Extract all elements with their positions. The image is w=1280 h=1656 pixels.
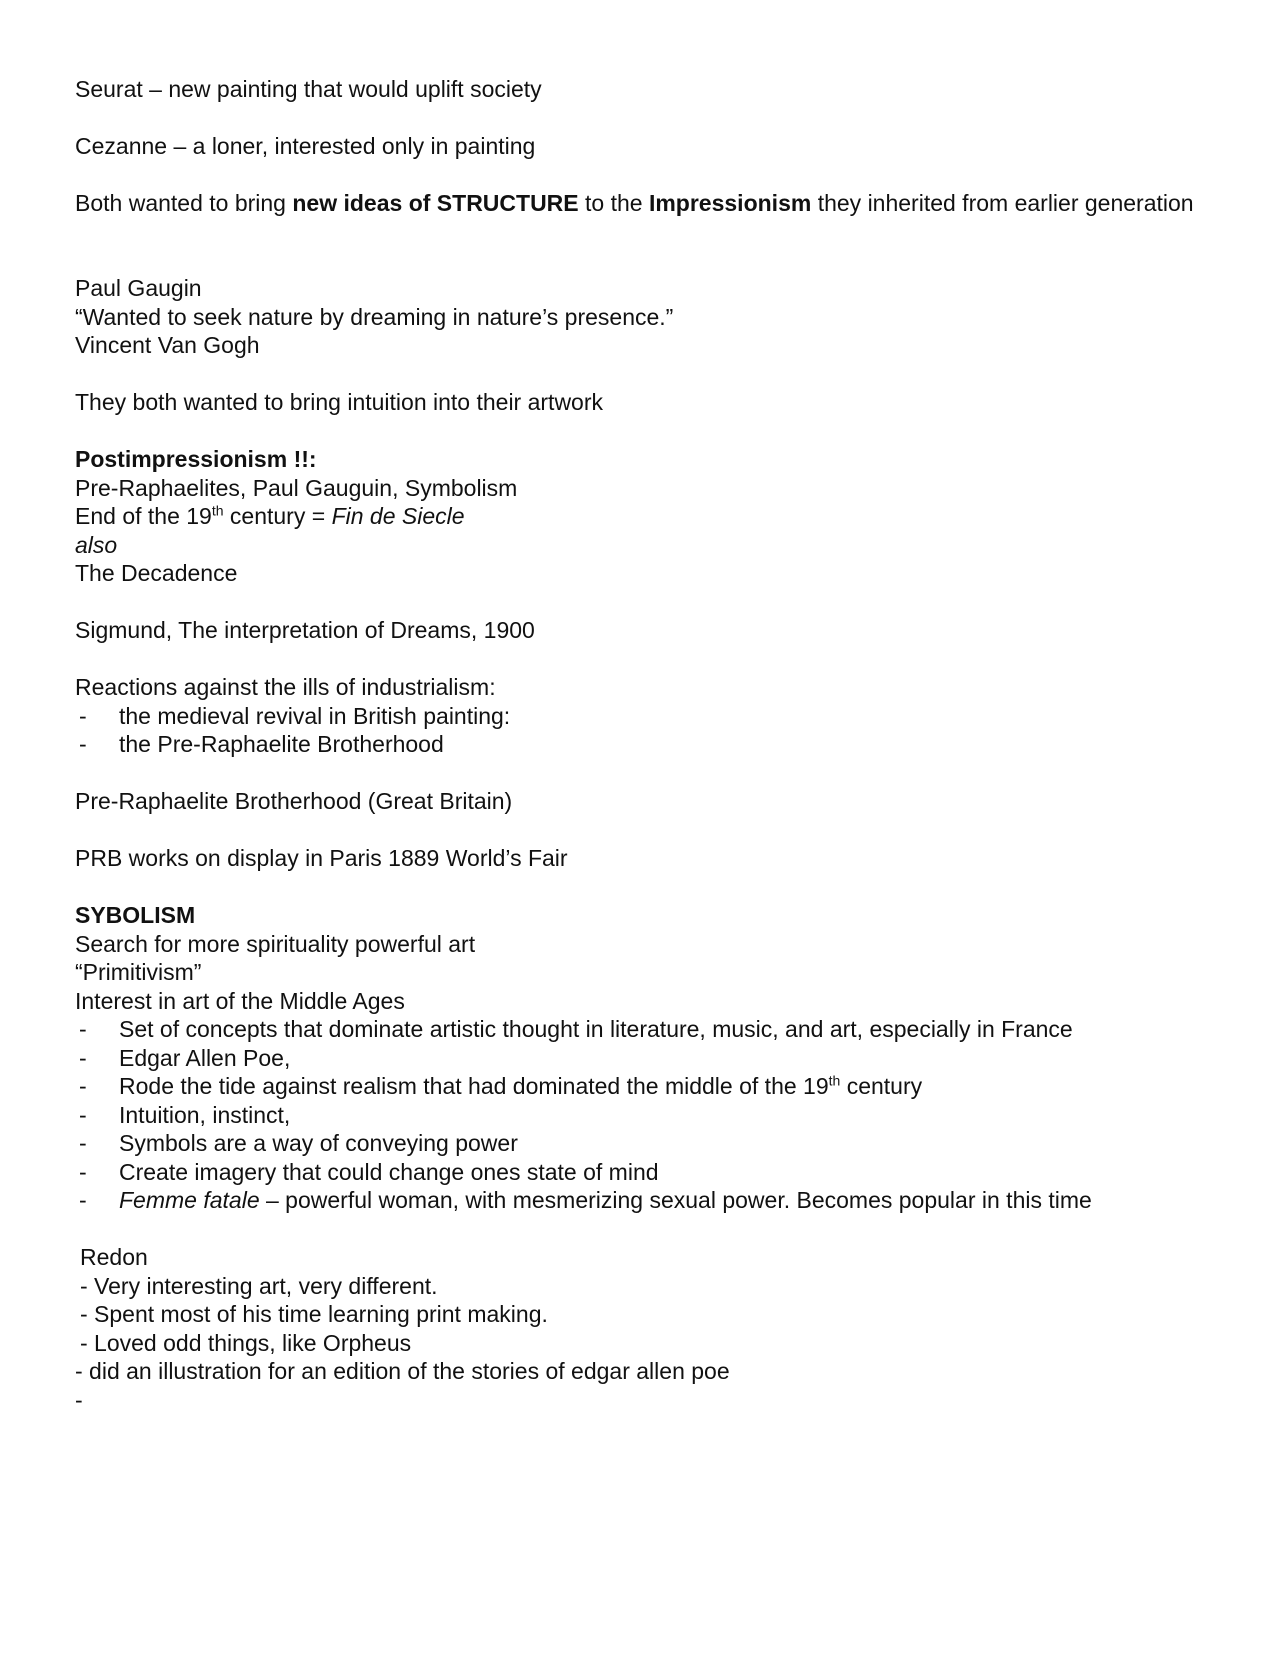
femme-fatale: Femme fatale [119, 1187, 260, 1213]
structure-bold-ideas: new ideas of STRUCTURE [292, 190, 579, 216]
bullet-dash: - [79, 703, 87, 729]
redon-item: - Very interesting art, very different. [80, 1273, 438, 1299]
bullet-dash: - [79, 1187, 87, 1213]
symbolism-item: Intuition, instinct, [119, 1102, 291, 1128]
symbolism-line1: Search for more spirituality powerful art [75, 931, 476, 957]
redon-item: - Spent most of his time learning print making. [80, 1301, 548, 1327]
structure-text-a: Both wanted to bring [75, 190, 293, 216]
gaugin-quote: “Wanted to seek nature by dreaming in nature’s presence.” [75, 304, 674, 330]
symbolism-item: Create imagery that could change ones state of mind [119, 1159, 659, 1185]
bullet-dash: - [79, 1159, 87, 1185]
bullet-dash: - [79, 1102, 87, 1128]
note-sigmund: Sigmund, The interpretation of Dreams, 1900 [75, 617, 535, 643]
symbolism-line2: “Primitivism” [75, 959, 202, 985]
vangogh-name: Vincent Van Gogh [75, 332, 260, 358]
century-text: End of the 19 [75, 503, 212, 529]
realism-text: Rode the tide against realism that had dominated the middle of the 19 [119, 1073, 829, 1099]
note-prb-paris: PRB works on display in Paris 1889 World’s Fair [75, 845, 568, 871]
bullet-dash: - [79, 1130, 87, 1156]
postimpressionism-line2 [75, 501, 465, 531]
gaugin-name: Paul Gaugin [75, 275, 202, 301]
symbolism-heading: SYBOLISM [75, 902, 196, 928]
symbolism-item [119, 1185, 1092, 1215]
redon-trailing-dash: - [75, 1387, 83, 1413]
structure-bold-impressionism: Impressionism [648, 190, 812, 216]
note-structure [75, 188, 1195, 218]
redon-item-poe: - did an illustration for an edition of the stories of edgar allen poe [75, 1358, 730, 1384]
symbolism-item: Edgar Allen Poe, [119, 1045, 291, 1071]
structure-text-c: to the [578, 190, 649, 216]
note-seurat: Seurat – new painting that would uplift society [75, 76, 542, 102]
note-intuition: They both wanted to bring intuition into their artwork [75, 389, 604, 415]
century-sup: th [211, 502, 224, 519]
reactions-heading: Reactions against the ills of industrialism: [75, 674, 496, 700]
symbolism-item: Symbols are a way of conveying power [119, 1130, 518, 1156]
symbolism-line3: Interest in art of the Middle Ages [75, 988, 405, 1014]
postimpressionism-also: also [75, 532, 118, 558]
postimpressionism-line1: Pre-Raphaelites, Paul Gauguin, Symbolism [75, 475, 518, 501]
bullet-dash: - [79, 1016, 87, 1042]
postimpressionism-heading: Postimpressionism !!: [75, 446, 317, 472]
structure-text-e: they inherited from earlier generation [811, 190, 1194, 216]
bullet-dash: - [79, 1073, 87, 1099]
reactions-item: the Pre-Raphaelite Brotherhood [119, 731, 444, 757]
reactions-item: the medieval revival in British painting: [119, 703, 511, 729]
bullet-dash: - [79, 1045, 87, 1071]
redon-item: - Loved odd things, like Orpheus [80, 1330, 412, 1356]
postimpressionism-decadence: The Decadence [75, 560, 238, 586]
realism-sup: th [828, 1072, 841, 1089]
realism-end: century [840, 1073, 923, 1099]
symbolism-item: Set of concepts that dominate artistic thought in literature, music, and art, especially in France [119, 1016, 1073, 1042]
note-cezanne: Cezanne – a loner, interested only in painting [75, 133, 536, 159]
symbolism-item [119, 1071, 922, 1101]
femme-rest: – powerful woman, with mesmerizing sexual power. Becomes popular in this time [259, 1187, 1092, 1213]
century-text-b: century = [223, 503, 332, 529]
note-prb-britain: Pre-Raphaelite Brotherhood (Great Britain) [75, 788, 513, 814]
fin-de-siecle: Fin de Siecle [331, 503, 465, 529]
redon-name: Redon [80, 1244, 148, 1270]
bullet-dash: - [79, 731, 87, 757]
